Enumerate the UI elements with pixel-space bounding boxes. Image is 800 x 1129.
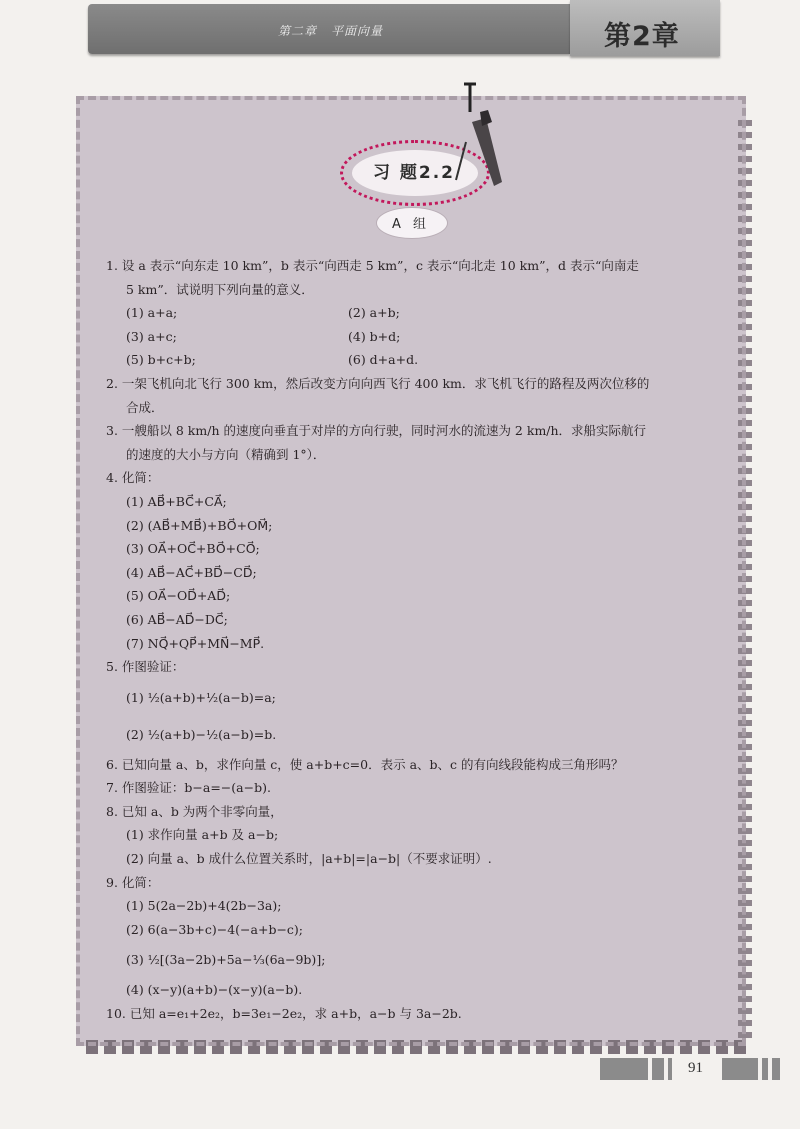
panel-edge-right [738, 120, 752, 1040]
footer-gap-4 [768, 1058, 772, 1080]
problem-8-item-2: (2) 向量 a、b 成什么位置关系时，|a+b|=|a−b|（不要求证明）. [126, 851, 492, 867]
section-label: 平面向量 [331, 24, 384, 38]
problem-1-items-row-2 [106, 325, 720, 349]
problem-4-item-4: (4) AB⃗−AC⃗+BD⃗−CD⃗; [126, 564, 257, 580]
problem-4-item-1: (1) AB⃗+BC⃗+CA⃗; [126, 493, 227, 509]
problem-list [106, 254, 720, 1026]
problem-4-item-3: (3) OA⃗+OC⃗+BO⃗+CO⃗; [126, 541, 260, 557]
page-number: 91 [688, 1060, 703, 1076]
exercise-title: 习 题2.2 [372, 163, 456, 183]
problem-1-items-row-3 [106, 348, 720, 372]
problem-1-item-6: (6) d+a+d. [348, 352, 419, 368]
footer-gap-3 [758, 1058, 762, 1080]
problem-1-item-4: (4) b+d; [348, 328, 401, 344]
problem-8-heading: 8. 已知 a、b 为两个非零向量， [106, 803, 283, 819]
problem-1-line-1: 1. 设 a 表示“向东走 10 km”，b 表示“向西走 5 km”，c 表示“向北走 10 km”，d 表示“向南走 [106, 258, 639, 273]
problem-1-item-1: (1) a+a; [126, 305, 178, 321]
problem-3-line-2: 的速度的大小与方向（精确到 1°）． [126, 446, 326, 462]
problem-5-heading: 5. 作图验证： [106, 659, 185, 675]
problem-1-item-3: (3) a+c; [126, 328, 177, 344]
footer-decoration-left [600, 1058, 672, 1080]
problem-4-heading: 4. 化简： [106, 470, 160, 486]
problem-9-item-2: (2) 6(a−3b+c)−4(−a+b−c); [126, 921, 304, 937]
problem-9-heading: 9. 化简： [106, 874, 160, 890]
pen-icon [452, 82, 522, 192]
problem-2-line-1: 2. 一架飞机向北飞行 300 km，然后改变方向向西飞行 400 km．求飞机飞行的路程及两次位移的 [106, 375, 650, 391]
problem-9-item-4: (4) (x−y)(a+b)−(x−y)(a−b). [126, 982, 303, 998]
footer-gap-2 [664, 1058, 668, 1080]
problem-3-line-1: 3. 一艘船以 8 km/h 的速度向垂直于对岸的方向行驶，同时河水的流速为 2 km/h．求船实际航行 [106, 423, 647, 439]
problem-5-item-2: (2) ½(a+b)−½(a−b)=b. [126, 726, 277, 742]
problem-1-item-5: (5) b+c+b; [126, 352, 196, 368]
problem-1-items-row-1 [106, 301, 720, 325]
problem-4-item-5: (5) OA⃗−OD⃗+AD⃗; [126, 588, 231, 604]
problem-4-item-6: (6) AB⃗−AD⃗−DC⃗; [126, 611, 228, 627]
problem-2-line-2: 合成． [126, 399, 164, 415]
problem-6: 6. 已知向量 a、b，求作向量 c，使 a+b+c=0．表示 a、b、c 的有向线段能构成三角形吗？ [106, 756, 624, 772]
problem-7: 7. 作图验证：b−a=−(a−b). [106, 780, 271, 796]
problem-1-item-2: (2) a+b; [348, 305, 400, 321]
problem-4-item-7: (7) NQ⃗+QP⃗+MN⃗−MP⃗. [126, 635, 265, 651]
group-label: A 组 [391, 217, 431, 232]
problem-1-line-2: 5 km”．试说明下列向量的意义． [126, 281, 314, 297]
footer-gap-1 [648, 1058, 652, 1080]
problem-10: 10. 已知 a=e₁+2e₂，b=3e₁−2e₂，求 a+b，a−b 与 3a−2b. [106, 1006, 462, 1022]
chapter-label: 第二章 [278, 24, 318, 38]
problem-9-item-1: (1) 5(2a−2b)+4(2b−3a); [126, 898, 282, 914]
panel-edge-bottom [86, 1040, 750, 1054]
problem-8-item-1: (1) 求作向量 a+b 及 a−b; [126, 827, 279, 843]
chapter-big-label: 第2章 [604, 21, 680, 52]
problem-5-item-1: (1) ½(a+b)+½(a−b)=a; [126, 689, 276, 705]
problem-4-item-2: (2) (AB⃗+MB⃗)+BO⃗+OM⃗; [126, 517, 273, 533]
running-header [278, 22, 383, 39]
problem-9-item-3: (3) ½[(3a−2b)+5a−⅓(6a−9b)]; [126, 952, 326, 968]
